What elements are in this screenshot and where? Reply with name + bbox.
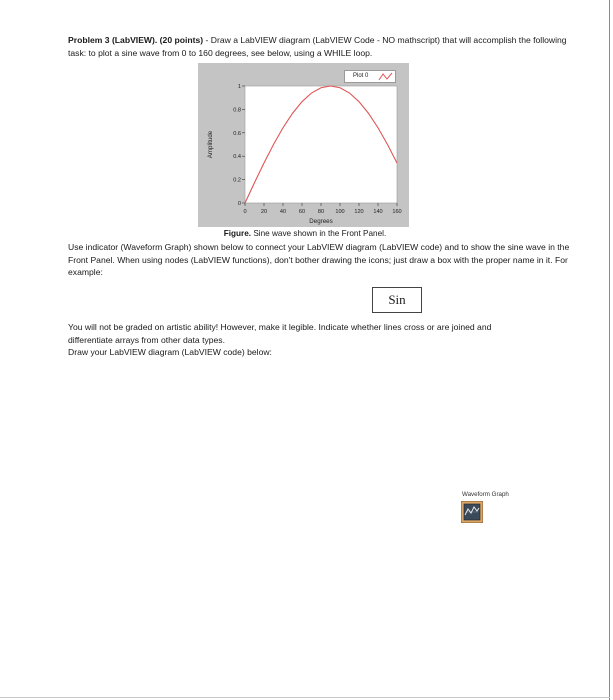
x-tick-label: 20 xyxy=(260,209,268,215)
grading-note-text: You will not be graded on artistic ability! However, make it legible. Indicate whether lines cross or are joined and differentiate arrays from other data types. xyxy=(68,322,492,345)
sin-node-example: Sin xyxy=(372,287,422,313)
page-edge-bottom xyxy=(0,697,610,698)
x-tick-label: 80 xyxy=(317,209,325,215)
legend-label: Plot 0 xyxy=(353,73,369,79)
problem-text: - Draw a LabVIEW diagram (LabVIEW Code - NO mathscript) that will accomplish the following task: to plot a sine wave from 0 to 160 degrees, see below, using a WHILE loop. xyxy=(68,35,567,58)
plot-area xyxy=(245,86,397,203)
caption-label: Figure. xyxy=(223,229,252,238)
y-axis-label: Amplitude xyxy=(207,130,214,159)
x-tick-label: 120 xyxy=(354,209,364,215)
y-tick-label: 1 xyxy=(237,84,241,90)
x-tick-label: 160 xyxy=(392,209,402,215)
problem-statement xyxy=(68,34,568,59)
draw-instruction: Draw your LabVIEW diagram (LabVIEW code) below: xyxy=(68,347,272,358)
y-tick-label: 0.8 xyxy=(233,107,241,114)
figure-caption xyxy=(0,229,610,238)
y-tick-label: 0.2 xyxy=(233,177,241,184)
y-tick-label: 0.4 xyxy=(233,154,241,161)
sine-wave-chart xyxy=(198,63,409,227)
y-tick-label: 0 xyxy=(237,201,241,207)
waveform-graph-icon xyxy=(461,501,483,523)
caption-text: Sine wave shown in the Front Panel. xyxy=(251,229,387,238)
x-tick-label: 40 xyxy=(279,209,287,215)
plot-legend xyxy=(344,70,396,83)
x-axis-label: Degrees xyxy=(309,218,333,225)
legend-line-icon xyxy=(378,72,394,82)
x-tick-label: 140 xyxy=(373,209,383,215)
x-tick-label: 60 xyxy=(298,209,306,215)
y-tick-label: 0.6 xyxy=(233,130,241,137)
x-tick-label: 0 xyxy=(243,209,247,215)
indicator-instructions: Use indicator (Waveform Graph) shown below to connect your LabVIEW diagram (LabVIEW code) and to show the sine wave in the Front Panel. When using nodes (LabVIEW functions), don't bother drawing the icons; just draw a box with the proper name in it. For example: xyxy=(68,242,570,278)
page-edge-right xyxy=(609,0,610,700)
grading-notes xyxy=(68,321,498,359)
waveform-graph-label: Waveform Graph xyxy=(462,491,509,498)
x-tick-label: 100 xyxy=(335,209,345,215)
problem-heading: Problem 3 (LabVIEW). (20 points) xyxy=(68,35,204,45)
